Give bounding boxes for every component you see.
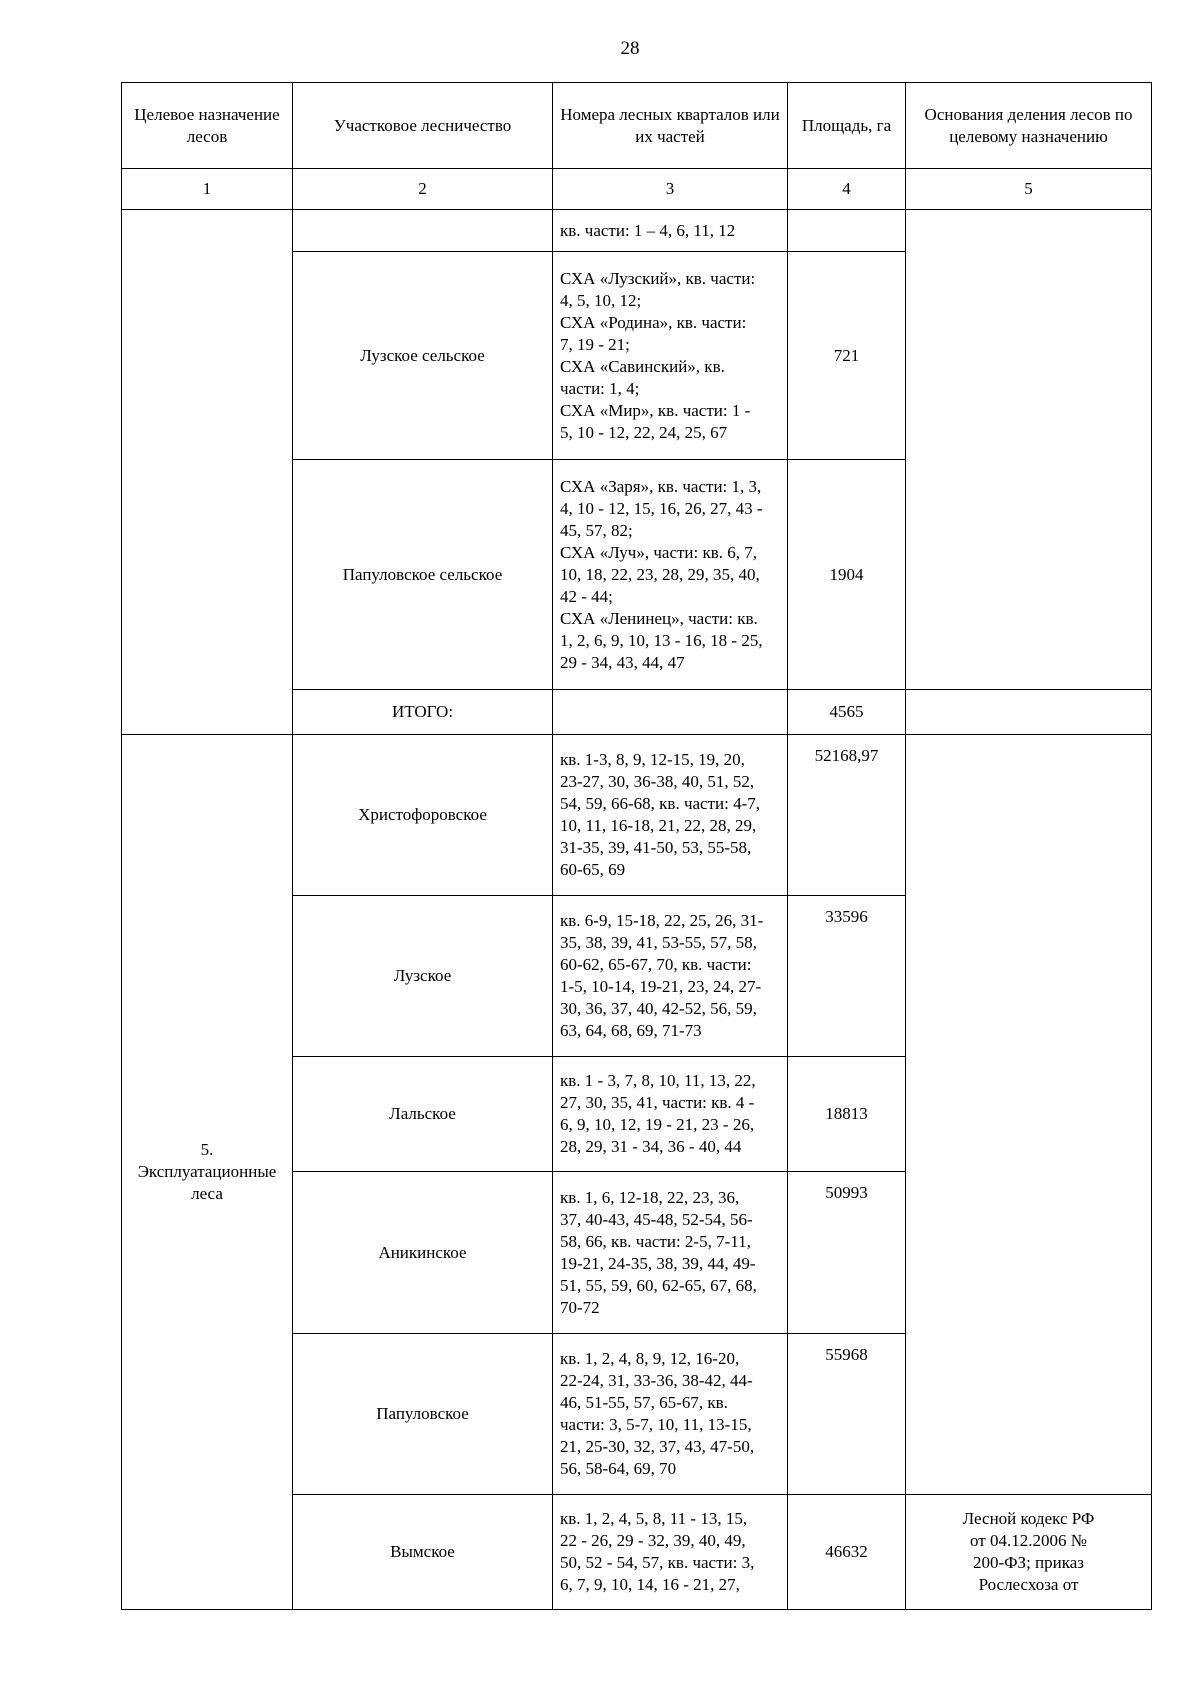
column-number: 5 bbox=[906, 169, 1152, 210]
column-number: 3 bbox=[553, 169, 788, 210]
basis-cell-continued bbox=[906, 210, 1152, 690]
column-number-row bbox=[122, 169, 1152, 210]
purpose-cell-continued bbox=[122, 210, 293, 735]
area-cell: 50993 bbox=[788, 1172, 906, 1334]
quarters-cell bbox=[553, 690, 788, 735]
forestry-cell: Вымское bbox=[293, 1495, 553, 1610]
quarters-cell: кв. 1, 2, 4, 8, 9, 12, 16-20, 22-24, 31, 33-36, 38-42, 44- 46, 51-55, 57, 65-67, кв. части: 3, 5-7, 10, 11, 13-15, 21, 25-30, 32, 37, 43, 47-50, 56, 58-64, 69, 70 bbox=[553, 1334, 788, 1495]
total-label: ИТОГО: bbox=[293, 690, 553, 735]
total-area: 4565 bbox=[788, 690, 906, 735]
page-number: 28 bbox=[620, 38, 640, 59]
column-number: 2 bbox=[293, 169, 553, 210]
quarters-cell: СХА «Заря», кв. части: 1, 3, 4, 10 - 12, 15, 16, 26, 27, 43 - 45, 57, 82; СХА «Луч», части: кв. 6, 7, 10, 18, 22, 23, 28, 29, 35, 40, 42 - 44; СХА «Ленинец», части: кв. 1, 2, 6, 9, 10, 13 - 16, 18 - 25, 29 - 34, 43, 44, 47 bbox=[553, 460, 788, 690]
quarters-cell: кв. 1 - 3, 7, 8, 10, 11, 13, 22, 27, 30, 35, 41, части: кв. 4 - 6, 9, 10, 12, 19 - 21, 23 - 26, 28, 29, 31 - 34, 36 - 40, 44 bbox=[553, 1057, 788, 1172]
header-quarters: Номера лесных кварталов или их частей bbox=[553, 83, 788, 169]
header-row bbox=[122, 83, 1152, 169]
forestry-cell bbox=[293, 210, 553, 252]
column-number: 4 bbox=[788, 169, 906, 210]
purpose-cell: 5. Эксплуатационные леса bbox=[122, 735, 293, 1610]
table-row bbox=[122, 210, 1152, 252]
forestry-cell: Аникинское bbox=[293, 1172, 553, 1334]
area-cell: 55968 bbox=[788, 1334, 906, 1495]
area-cell: 721 bbox=[788, 252, 906, 460]
forestry-cell: Папуловское сельское bbox=[293, 460, 553, 690]
quarters-cell: кв. 1-3, 8, 9, 12-15, 19, 20, 23-27, 30, 36-38, 40, 51, 52, 54, 59, 66-68, кв. части: 4-7, 10, 11, 16-18, 21, 22, 28, 29, 31-35, 39, 41-50, 53, 55-58, 60-65, 69 bbox=[553, 735, 788, 896]
header-purpose: Целевое назначение лесов bbox=[122, 83, 293, 169]
area-cell: 33596 bbox=[788, 896, 906, 1057]
forest-purpose-table bbox=[121, 82, 1152, 1610]
header-area: Площадь, га bbox=[788, 83, 906, 169]
forestry-cell: Лузское bbox=[293, 896, 553, 1057]
area-cell: 46632 bbox=[788, 1495, 906, 1610]
forestry-cell: Лальское bbox=[293, 1057, 553, 1172]
area-cell: 1904 bbox=[788, 460, 906, 690]
basis-cell bbox=[906, 690, 1152, 735]
area-cell bbox=[788, 210, 906, 252]
basis-cell-empty bbox=[906, 735, 1152, 1495]
forestry-cell: Христофоровское bbox=[293, 735, 553, 896]
header-basis: Основания деления лесов по целевому назначению bbox=[906, 83, 1152, 169]
area-cell: 18813 bbox=[788, 1057, 906, 1172]
table-row bbox=[122, 735, 1152, 896]
basis-cell: Лесной кодекс РФ от 04.12.2006 № 200-ФЗ; приказ Рослесхоза от bbox=[906, 1495, 1152, 1610]
area-cell: 52168,97 bbox=[788, 735, 906, 896]
quarters-cell: кв. 1, 2, 4, 5, 8, 11 - 13, 15, 22 - 26, 29 - 32, 39, 40, 49, 50, 52 - 54, 57, кв. части: 3, 6, 7, 9, 10, 14, 16 - 21, 27, bbox=[553, 1495, 788, 1610]
quarters-cell: кв. части: 1 – 4, 6, 11, 12 bbox=[553, 210, 788, 252]
forestry-cell: Лузское сельское bbox=[293, 252, 553, 460]
column-number: 1 bbox=[122, 169, 293, 210]
forestry-cell: Папуловское bbox=[293, 1334, 553, 1495]
quarters-cell: СХА «Лузский», кв. части: 4, 5, 10, 12; СХА «Родина», кв. части: 7, 19 - 21; СХА «Савинский», кв. части: 1, 4; СХА «Мир», кв. части: 1 - 5, 10 - 12, 22, 24, 25, 67 bbox=[553, 252, 788, 460]
header-forestry: Участковое лесничество bbox=[293, 83, 553, 169]
quarters-cell: кв. 6-9, 15-18, 22, 25, 26, 31- 35, 38, 39, 41, 53-55, 57, 58, 60-62, 65-67, 70, кв. части: 1-5, 10-14, 19-21, 23, 24, 27- 30, 36, 37, 40, 42-52, 56, 59, 63, 64, 68, 69, 71-73 bbox=[553, 896, 788, 1057]
quarters-cell: кв. 1, 6, 12-18, 22, 23, 36, 37, 40-43, 45-48, 52-54, 56- 58, 66, кв. части: 2-5, 7-11, 19-21, 24-35, 38, 39, 44, 49- 51, 55, 59, 60, 62-65, 67, 68, 70-72 bbox=[553, 1172, 788, 1334]
